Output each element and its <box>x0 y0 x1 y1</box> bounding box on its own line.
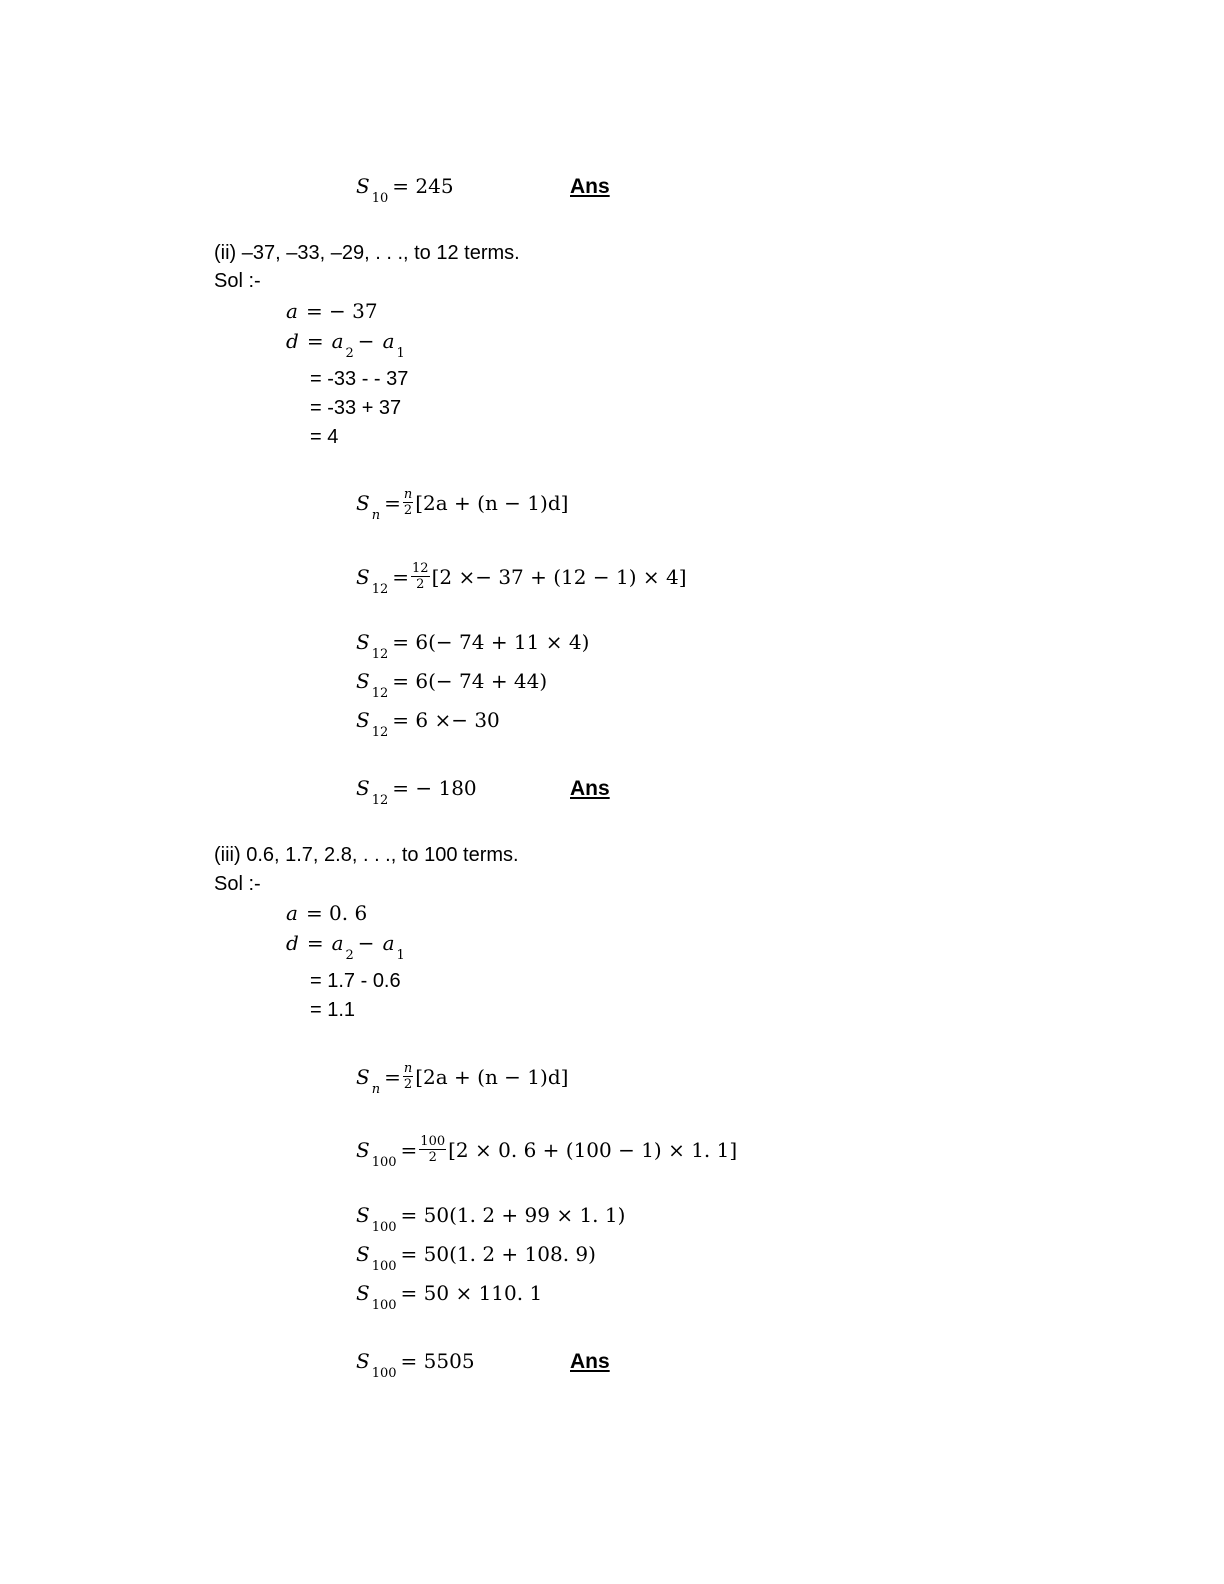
common-difference-ii: $d = a_2- a_1$ <box>286 329 405 361</box>
sum-formula-ii: $S_n=$ $\frac{n}{2}$ [2a + (n − 1)d] <box>356 487 569 523</box>
first-term-ii: a = − 37 <box>286 299 378 323</box>
s10-result: $S_{10}= 245$ <box>356 174 454 206</box>
sum-step-iii-1: $S_{100}= 50(1$. 2 + 99 × 1. 1) <box>356 1203 626 1235</box>
sum-formula-iii: $S_n=$ $\frac{n}{2}$ [2a + (n − 1)d] <box>356 1061 569 1097</box>
solution-label-ii: Sol :- <box>214 270 261 292</box>
fraction-12-over-2: $\frac{12}{2}$ <box>412 561 429 592</box>
solution-label-iii: Sol :- <box>214 873 261 895</box>
sum-substitution-iii: $S_{100}=$ $\frac{100}{2}$ [2 × 0. 6 + (100 − 1) × 1. 1] <box>356 1134 738 1170</box>
fraction-n-over-2: $\frac{n}{2}$ <box>403 487 413 518</box>
sum-result-ii: $S_{12}= - 180$ <box>356 776 477 808</box>
sum-step-iii-3: $S_{100}= 50 \times 110$. 1 <box>356 1281 543 1313</box>
question-ii: (ii) –37, –33, –29, . . ., to 12 terms. <box>214 242 520 264</box>
fraction-n-over-2-iii: $\frac{n}{2}$ <box>403 1061 413 1092</box>
d-step-ii-3: = 4 <box>310 426 339 448</box>
sum-step-iii-2: $S_{100}= 50(1$. 2 + 108. 9) <box>356 1242 596 1274</box>
sum-step-ii-3: $S_{12}= 6 \times- 30$ <box>356 708 500 740</box>
answer-label-ii: Ans <box>570 777 610 800</box>
first-term-iii: a = 0. 6 <box>286 901 368 925</box>
question-iii: (iii) 0.6, 1.7, 2.8, . . ., to 100 terms. <box>214 844 519 866</box>
d-step-iii-2: = 1.1 <box>310 999 356 1021</box>
sum-substitution-ii: $S_{12}=$ $\frac{12}{2}$ [2 ×− 37 + (12 − 1) × 4] <box>356 561 687 597</box>
d-step-ii-1: = -33 - - 37 <box>310 368 409 390</box>
fraction-100-over-2: $\frac{100}{2}$ <box>420 1134 446 1165</box>
sum-step-ii-2: $S_{12}= 6(- 74 + 44)$ <box>356 669 548 701</box>
sum-result-iii: $S_{100}= 5505$ <box>356 1349 475 1381</box>
common-difference-iii: $d = a_2- a_1$ <box>286 931 405 963</box>
d-step-iii-1: = 1.7 - 0.6 <box>310 970 401 992</box>
sum-step-ii-1: $S_{12}= 6(- 74 + 11 \times 4)$ <box>356 630 590 662</box>
d-step-ii-2: = -33 + 37 <box>310 397 402 419</box>
answer-label-i: Ans <box>570 175 610 198</box>
answer-label-iii: Ans <box>570 1350 610 1373</box>
